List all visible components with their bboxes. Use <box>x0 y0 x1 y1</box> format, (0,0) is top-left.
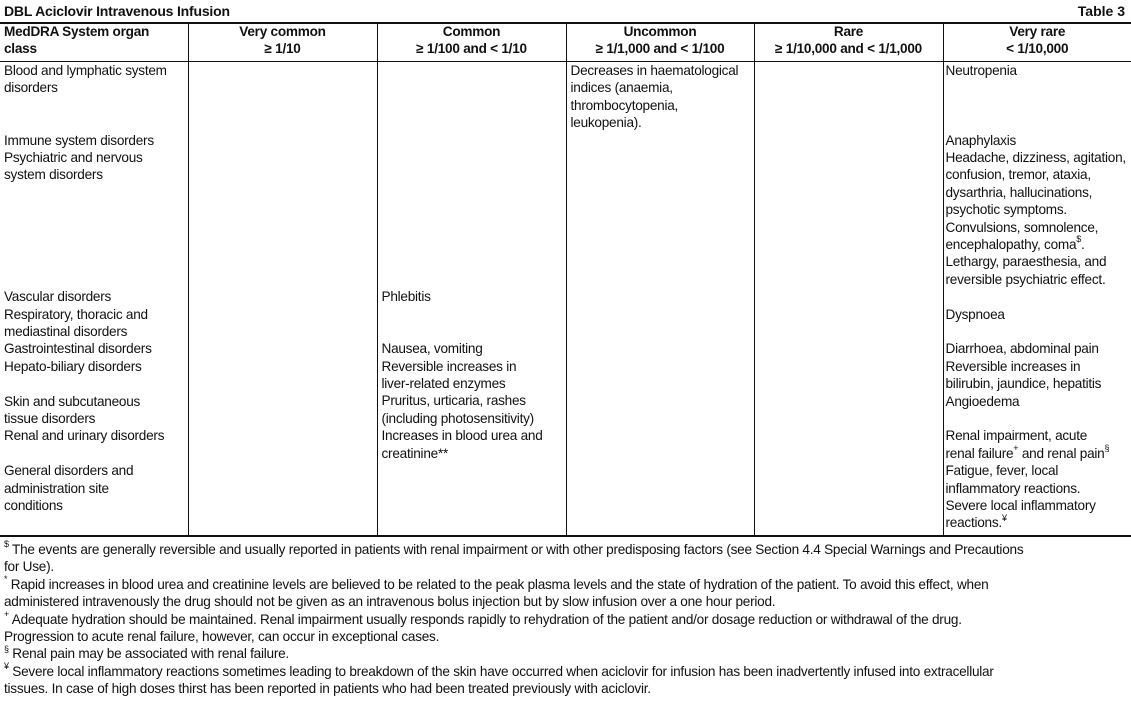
reaction-text: Lethargy, paraesthesia, and <box>945 254 1107 270</box>
reaction-text: Phlebitis <box>381 289 431 305</box>
footnote-text: Adequate hydration should be maintained. Renal impairment usually responds rapidly to rehydration of the patient and/or dosage reduction or withdrawal of the drug. <box>11 611 962 627</box>
reaction-text: Angioedema <box>945 393 1020 409</box>
reaction-text: reversible psychiatric effect. <box>945 271 1106 287</box>
reaction-text: indices (anaemia, <box>570 80 673 96</box>
adverse-reactions-table <box>0 22 1131 537</box>
reaction-text: creatinine** <box>381 445 449 461</box>
reaction-text: Increases in blood urea and <box>381 428 543 444</box>
reaction-text: Headache, dizziness, agitation, <box>945 149 1126 165</box>
reaction-text: Severe local inflammatory <box>945 498 1096 514</box>
reaction-text: psychotic symptoms. <box>945 202 1067 218</box>
header-common: Common ≥ 1/100 and < 1/10 <box>377 22 566 62</box>
reaction-text: Fatigue, fever, local <box>945 463 1059 479</box>
organ-class-text: General disorders and <box>4 463 134 479</box>
organ-class-text: conditions <box>4 498 63 513</box>
footnote <box>4 663 1126 698</box>
organ-class-column <box>0 62 188 537</box>
reaction-text: Renal impairment, acute <box>945 428 1088 444</box>
organ-class-text: Psychiatric and nervous <box>4 150 143 165</box>
table-body-row <box>0 62 1131 537</box>
footnote-text: Severe local inflammatory reactions sometimes leading to breakdown of the skin have occurred when aciclovir for infusion has been inadvertently infused into extracellular <box>12 663 994 679</box>
table-header-row <box>0 22 1131 62</box>
reaction-text: (including photosensitivity) <box>381 410 534 426</box>
reaction-text: confusion, tremor, ataxia, <box>945 167 1091 183</box>
footnotes-section <box>4 541 1126 698</box>
footnote-mark: § <box>4 643 9 654</box>
reaction-text: reactions.¥ <box>945 512 1007 531</box>
rare-column <box>754 62 943 537</box>
reaction-text: Convulsions, somnolence, <box>945 219 1099 235</box>
organ-class-text: Respiratory, thoracic and <box>4 306 148 322</box>
reaction-text: liver-related enzymes <box>381 376 506 392</box>
organ-class-text: Skin and subcutaneous <box>4 393 141 409</box>
header-very-rare: Very rare < 1/10,000 <box>943 22 1131 62</box>
footnote-text: administered intravenously the drug should not be given as an intravenous bolus injection but by slow infusion over a one hour period. <box>4 594 776 610</box>
footnote-text: tissues. In case of high doses thirst has been reported in patients who had been treated previously with aciclovir. <box>4 681 651 697</box>
reaction-text: Reversible increases in <box>381 358 517 374</box>
organ-class-text: Vascular disorders <box>4 289 112 305</box>
organ-class-text: Immune system disorders <box>4 132 154 148</box>
organ-class-text: system disorders <box>4 167 103 183</box>
header-organ-class: MedDRA System organ class <box>0 22 188 62</box>
footnote-text: for Use). <box>4 559 54 575</box>
footnote-text: The events are generally reversible and usually reported in patients with renal impairment or with other predisposing factors (see Section 4.4 Special Warnings and Precautions <box>12 542 1024 557</box>
footnote-mark: ¥ <box>4 661 9 672</box>
organ-class-text: disorders <box>4 80 58 96</box>
organ-class-text: mediastinal disorders <box>4 323 128 339</box>
footnote <box>4 541 1126 576</box>
reaction-text: Dyspnoea <box>945 306 1005 322</box>
footnote-text: Renal pain may be associated with renal failure. <box>12 646 289 662</box>
organ-class-text: Hepato-biliary disorders <box>4 358 142 374</box>
reaction-text: inflammatory reactions. <box>945 480 1081 496</box>
reaction-text: renal failure+ and renal pain§ <box>945 443 1110 461</box>
table-title-bar <box>0 0 1131 24</box>
common-column <box>377 62 566 537</box>
reaction-text: Diarrhoea, abdominal pain <box>945 341 1099 357</box>
reaction-text: thrombocytopenia, <box>570 97 679 113</box>
very-common-column <box>188 62 377 537</box>
reaction-text: Nausea, vomiting <box>381 341 483 357</box>
document-title: DBL Aciclovir Intravenous Infusion <box>4 3 230 19</box>
table-number: Table 3 <box>1077 3 1125 19</box>
footnote <box>4 611 1126 646</box>
very-rare-column <box>943 62 1131 537</box>
reaction-text: leukopenia). <box>570 115 642 131</box>
reaction-text: dysarthria, hallucinations, <box>945 184 1093 200</box>
organ-class-text: Blood and lymphatic system <box>4 63 167 78</box>
reaction-text: encephalopathy, coma$. <box>945 234 1085 253</box>
organ-class-text: Gastrointestinal disorders <box>4 341 152 357</box>
organ-class-text: Renal and urinary disorders <box>4 428 165 444</box>
footnote <box>4 576 1126 611</box>
organ-class-text: administration site <box>4 480 109 496</box>
reaction-text: Reversible increases in <box>945 358 1081 374</box>
footnote-text: Rapid increases in blood urea and creatinine levels are believed to be related to the peak plasma levels and the state of hydration of the patient. To avoid this effect, when <box>10 576 989 592</box>
reaction-text: Neutropenia <box>945 63 1017 78</box>
header-uncommon: Uncommon ≥ 1/1,000 and < 1/100 <box>566 22 754 62</box>
footnote-mark: $ <box>4 539 9 550</box>
header-very-common: Very common ≥ 1/10 <box>188 22 377 62</box>
reaction-text: Anaphylaxis <box>945 132 1017 148</box>
uncommon-column <box>566 62 754 537</box>
footnote-mark: + <box>4 609 10 620</box>
reaction-text: Decreases in haematological <box>570 63 739 78</box>
organ-class-text: tissue disorders <box>4 410 96 426</box>
footnote <box>4 645 1126 662</box>
reaction-text: bilirubin, jaundice, hepatitis <box>945 376 1102 392</box>
header-rare: Rare ≥ 1/10,000 and < 1/1,000 <box>754 22 943 62</box>
reaction-text: Pruritus, urticaria, rashes <box>381 393 526 409</box>
footnote-text: Progression to acute renal failure, however, can occur in exceptional cases. <box>4 629 440 645</box>
footnote-mark: * <box>4 574 8 585</box>
